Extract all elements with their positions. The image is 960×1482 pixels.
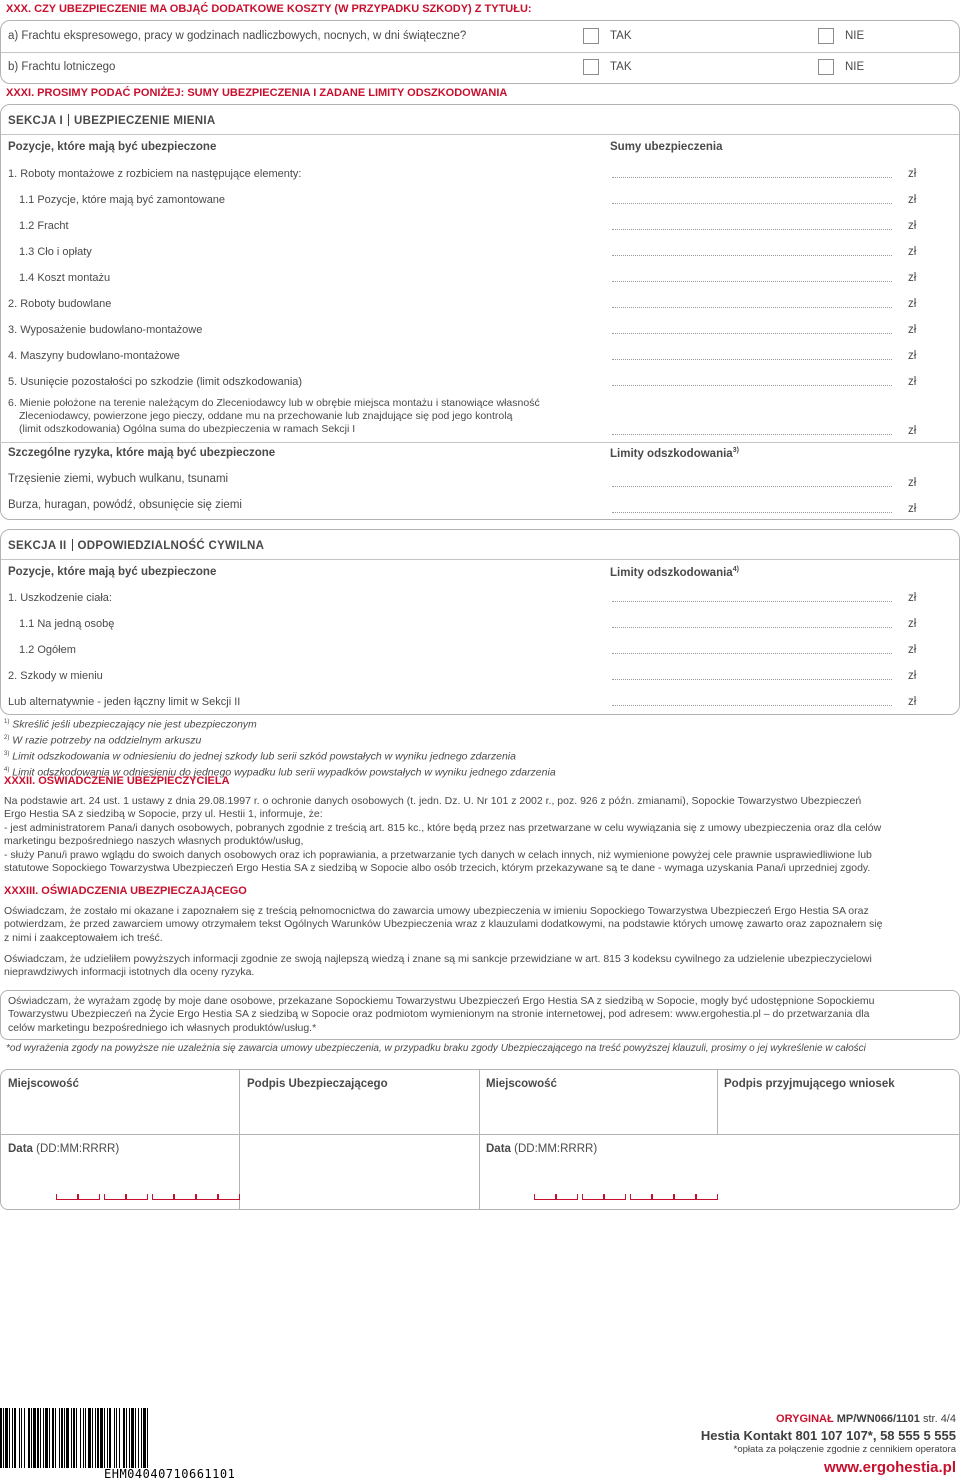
date-digit-box[interactable] bbox=[556, 1194, 578, 1200]
date-digit-box[interactable] bbox=[152, 1194, 174, 1200]
currency-label: zł bbox=[908, 376, 917, 388]
currency-label: zł bbox=[908, 644, 917, 656]
date-format: (DD:MM:RRRR) bbox=[514, 1143, 598, 1155]
currency-label: zł bbox=[908, 168, 917, 180]
section-1-item: 1.1 Pozycje, które mają być zamontowane bbox=[19, 194, 226, 206]
date-label-bold: Data bbox=[486, 1143, 511, 1155]
section-2-item: 1.2 Ogółem bbox=[19, 644, 76, 656]
limits-header-text: Limity odszkodowania bbox=[610, 447, 733, 460]
document-code bbox=[776, 1413, 956, 1425]
policyholder-statement-2 bbox=[4, 953, 872, 980]
date-digit-box[interactable] bbox=[582, 1194, 604, 1200]
section-1-item: 1.4 Koszt montażu bbox=[19, 272, 111, 284]
section-2-title bbox=[8, 539, 264, 552]
sum-insured-field[interactable] bbox=[612, 281, 892, 282]
sum-insured-field[interactable] bbox=[612, 333, 892, 334]
sum-insured-field[interactable] bbox=[612, 203, 892, 204]
footnote bbox=[4, 732, 556, 748]
date-digit-box[interactable] bbox=[534, 1194, 556, 1200]
consent-line: Oświadczam, że wyrażam zgodę by moje dane osobowe, przekazane Sopockiemu Towarzystwu Ubezpieczeń Ergo Hestia SA z siedzibą w Sopocie, mogły być udostępnione Sopockiemu bbox=[8, 995, 875, 1007]
date-digit-box[interactable] bbox=[78, 1194, 100, 1200]
website-link[interactable]: www.ergohestia.pl bbox=[824, 1459, 956, 1476]
date-label bbox=[486, 1143, 597, 1155]
section-32-heading: XXXII. OŚWIADCZENIE UBEZPIECZYCIELA bbox=[4, 775, 230, 787]
item-6-text bbox=[8, 397, 540, 436]
page-number: str. 4/4 bbox=[922, 1413, 956, 1425]
section-1-item: 5. Usunięcie pozostałości po szkodzie (limit odszkodowania) bbox=[8, 376, 303, 388]
statement-line: - jest administratorem Pana/i danych osobowych, pobranych zgodnie z treścią art. 815 kc., które będą przez nas przetwarzane w celu wywiązania się z umowy ubezpieczenia oraz dla celów bbox=[4, 821, 882, 834]
question-air-freight: b) Frachtu lotniczego bbox=[8, 61, 116, 73]
section-1-item: 1.3 Cło i opłaty bbox=[19, 246, 92, 258]
section-31-heading: XXXI. PROSIMY PODAĆ PONIŻEJ: SUMY UBEZPIECZENIA I ZADANE LIMITY ODSZKODOWANIA bbox=[6, 87, 508, 99]
barcode-text: EHM04040710661101 bbox=[104, 1467, 236, 1481]
label-no: NIE bbox=[845, 61, 865, 73]
liability-limit-field[interactable] bbox=[612, 653, 892, 654]
consent-line: Towarzystwu Ubezpieczeń na Życie Ergo Hestia SA z siedzibą w Sopocie oraz podmiotom wymienionym na stronie internetowej, pod adresem: www.ergohestia.pl – do przetwarzania dla bbox=[8, 1008, 870, 1021]
currency-label: zł bbox=[908, 324, 917, 336]
currency-label: zł bbox=[908, 503, 917, 515]
label-yes: TAK bbox=[610, 30, 632, 42]
footnote-text: W razie potrzeby na oddzielnym arkuszu bbox=[12, 734, 202, 747]
signature-box bbox=[0, 1069, 960, 1210]
section-1-label: SEKCJA I bbox=[8, 115, 64, 127]
sum-insured-field[interactable] bbox=[612, 177, 892, 178]
section-1-title bbox=[8, 114, 215, 127]
currency-label: zł bbox=[908, 618, 917, 630]
section-2-item: Lub alternatywnie - jeden łączny limit w Sekcji II bbox=[8, 696, 241, 708]
date-format: (DD:MM:RRRR) bbox=[36, 1143, 120, 1155]
footnote-number: 1) bbox=[4, 719, 10, 725]
statement-line: statutowe Sopockiego Towarzystwa Ubezpieczeń Ergo Hestia SA z siedzibą w Sopocie albo osób trzecich, którym przekazywane są te dane - wymaga uzyskania Pana/i uprzedniej zgody. bbox=[4, 862, 871, 875]
currency-label: zł bbox=[908, 194, 917, 206]
section-2-item: 1. Uszkodzenie ciała: bbox=[8, 592, 112, 604]
item-6-amount-field[interactable] bbox=[612, 434, 892, 435]
question-express-freight: a) Frachtu ekspresowego, pracy w godzinach nadliczbowych, nocnych, w dni świąteczne? bbox=[8, 30, 467, 42]
currency-label: zł bbox=[908, 246, 917, 258]
limits-header bbox=[610, 447, 739, 460]
column-items-header: Pozycje, które mają być ubezpieczone bbox=[8, 141, 217, 153]
checkbox-express-no[interactable] bbox=[818, 28, 834, 44]
statement-line: Ergo Hestia SA z siedzibą w Sopocie, przy ul. Hestii 1, informuje, że: bbox=[4, 808, 323, 821]
earthquake-limit-field[interactable] bbox=[612, 486, 892, 487]
risk-earthquake: Trzęsienie ziemi, wybuch wulkanu, tsunami bbox=[8, 473, 229, 485]
insured-signature-label: Podpis Ubezpieczającego bbox=[247, 1078, 388, 1090]
sum-insured-field[interactable] bbox=[612, 307, 892, 308]
column-sums-header: Sumy ubezpieczenia bbox=[610, 141, 723, 153]
original-label: ORYGINAŁ bbox=[776, 1413, 834, 1425]
statement-line: Oświadczam, że udzieliłem powyższych informacji zgodnie ze swoją najlepszą wiedzą i znane są mi sankcje przewidziane w art. 815 3 kodeksu cywilnego za udzielenie ubezpieczycielowi bbox=[4, 953, 872, 965]
form-code: MP/WN066/1101 bbox=[836, 1413, 920, 1425]
date-digit-box[interactable] bbox=[56, 1194, 78, 1200]
liability-limit-field[interactable] bbox=[612, 705, 892, 706]
fee-note: *opłata za połączenie zgodnie z cennikiem operatora bbox=[733, 1444, 956, 1455]
statement-line: potwierdzam, że przed zawarciem umowy otrzymałem tekst Ogólnych Warunków Ubezpieczenia wraz z klauzulami dodatkowymi, na podstawie których umowę zawarto oraz zapoznałem się bbox=[4, 918, 883, 931]
liability-limit-field[interactable] bbox=[612, 627, 892, 628]
liability-limit-field[interactable] bbox=[612, 601, 892, 602]
footnotes bbox=[4, 716, 556, 780]
currency-label: zł bbox=[908, 298, 917, 310]
section-2-item: 1.1 Na jedną osobę bbox=[19, 618, 115, 630]
checkbox-air-no[interactable] bbox=[818, 59, 834, 75]
date-digit-box[interactable] bbox=[696, 1194, 718, 1200]
consent-text bbox=[8, 995, 875, 1035]
liability-limit-field[interactable] bbox=[612, 679, 892, 680]
hotline: Hestia Kontakt 801 107 107*, 58 555 5 555 bbox=[700, 1428, 956, 1443]
date-digit-box[interactable] bbox=[174, 1194, 196, 1200]
statement-line: marketingu bezpośredniego naszych własnych produktów/usług, bbox=[4, 835, 304, 848]
statement-line: Na podstawie art. 24 ust. 1 ustawy z dnia 29.08.1997 r. o ochronie danych osobowych (t. jedn. Dz. U. Nr 101 z 2002 r., poz. 926 z późn. zmianami), Sopockie Towarzystwo Ubezpieczeń bbox=[4, 795, 862, 807]
footnote-text: Limit odszkodowania w odniesieniu do jednej szkody lub serii szkód powstałych w wyniku jednego zdarzenia bbox=[12, 750, 516, 763]
statement-line: Oświadczam, że zostało mi okazane i zapoznałem się z treścią pełnomocnictwa do zawarcia umowy ubezpieczenia w imieniu Sopockiego Towarzystwa Ubezpieczeń Ergo Hestia SA oraz bbox=[4, 905, 869, 917]
label-yes: TAK bbox=[610, 61, 632, 73]
consent-line: celów marketingu bezpośredniego ich własnych produktów/usług.* bbox=[8, 1021, 317, 1034]
consent-note: *od wyrażenia zgody na powyższe nie uzależnia się zawarcia umowy ubezpieczenia, w przypadku braku zgody Ubezpieczającego na treść powyższej klauzuli, prosimy o jej wykreślenie w całości bbox=[6, 1043, 866, 1054]
item-6-line: (limit odszkodowania) Ogólna suma do ubezpieczenia w ramach Sekcji I bbox=[19, 423, 356, 435]
item-6-line: 6. Mienie położone na terenie należącym do Zleceniodawcy lub w obrębie miejsca montażu i stanowiące własność bbox=[8, 397, 540, 409]
date-label-bold: Data bbox=[8, 1143, 33, 1155]
place-field-label: Miejscowość bbox=[8, 1078, 79, 1090]
date-label bbox=[8, 1143, 119, 1155]
section-1-item: 2. Roboty budowlane bbox=[8, 298, 112, 310]
footnote bbox=[4, 748, 556, 764]
currency-label: zł bbox=[908, 272, 917, 284]
barcode-gap bbox=[148, 1408, 150, 1468]
statement-line: nieprawdziwych informacji istotnych dla oceny ryzyka. bbox=[4, 966, 255, 979]
section-2-label: SEKCJA II bbox=[8, 540, 67, 552]
date-digit-box[interactable] bbox=[630, 1194, 652, 1200]
section-2-name: ODPOWIEDZIALNOŚĆ CYWILNA bbox=[77, 540, 265, 552]
date-digit-box[interactable] bbox=[652, 1194, 674, 1200]
currency-label: zł bbox=[908, 696, 917, 708]
section-2-box bbox=[0, 529, 960, 715]
footnote-text: Skreślić jeśli ubezpieczający nie jest ubezpieczonym bbox=[12, 718, 257, 731]
footnote-number: 4) bbox=[4, 766, 10, 773]
column-items-header: Pozycje, które mają być ubezpieczone bbox=[8, 566, 217, 578]
sum-insured-field[interactable] bbox=[612, 359, 892, 360]
special-risks-header: Szczególne ryzyka, które mają być ubezpieczone bbox=[8, 447, 276, 459]
section-1-item: 1. Roboty montażowe z rozbiciem na następujące elementy: bbox=[8, 168, 302, 180]
statement-line: - służy Panu/i prawo wglądu do swoich danych osobowych oraz ich poprawiania, a przetwarzanie tych danych w celach innych, niż wymienione powyżej cele prawnie usprawiedliwione lub bbox=[4, 848, 872, 861]
date-digit-box[interactable] bbox=[604, 1194, 626, 1200]
footnote-text: Limit odszkodowania w odniesieniu do jednego wypadku lub serii wypadków powstałych w wyniku jednego zdarzenia bbox=[12, 766, 556, 779]
checkbox-air-yes[interactable] bbox=[583, 59, 599, 75]
sum-insured-field[interactable] bbox=[612, 229, 892, 230]
item-6-line: Zleceniodawcy, powierzone jego pieczy, oddane mu na przechowanie lub znajdujące się pod jego kontrolą bbox=[19, 410, 513, 422]
checkbox-express-yes[interactable] bbox=[583, 28, 599, 44]
date-digit-box[interactable] bbox=[196, 1194, 218, 1200]
section-1-item: 4. Maszyny budowlano-montażowe bbox=[8, 350, 180, 362]
footnote-ref: 4) bbox=[732, 566, 739, 573]
section-33-heading: XXXIII. OŚWIADCZENIA UBEZPIECZAJĄCEGO bbox=[4, 885, 247, 897]
section-30-heading: XXX. CZY UBEZPIECZENIE MA OBJĄĆ DODATKOWE KOSZTY (W PRZYPADKU SZKODY) Z TYTUŁU: bbox=[6, 3, 532, 15]
policyholder-statement-1 bbox=[4, 905, 882, 945]
currency-label: zł bbox=[908, 350, 917, 362]
date-digit-box[interactable] bbox=[126, 1194, 148, 1200]
risk-storm: Burza, huragan, powódź, obsunięcie się ziemi bbox=[8, 499, 242, 511]
agent-signature-label: Podpis przyjmującego wniosek bbox=[724, 1078, 895, 1090]
date-digit-box[interactable] bbox=[104, 1194, 126, 1200]
footnote bbox=[4, 716, 556, 732]
currency-label: zł bbox=[908, 220, 917, 232]
column-limits-header bbox=[610, 566, 739, 579]
label-no: NIE bbox=[845, 30, 865, 42]
barcode bbox=[0, 1408, 246, 1468]
currency-label: zł bbox=[908, 425, 917, 437]
place-field-label: Miejscowość bbox=[486, 1078, 557, 1090]
date-digit-box[interactable] bbox=[218, 1194, 240, 1200]
currency-label: zł bbox=[908, 477, 917, 489]
sum-insured-field[interactable] bbox=[612, 385, 892, 386]
insurer-statement bbox=[4, 795, 881, 875]
sum-insured-field[interactable] bbox=[612, 255, 892, 256]
footnote-number: 2) bbox=[4, 734, 10, 741]
section-1-item: 3. Wyposażenie budowlano-montażowe bbox=[8, 324, 203, 336]
limits-header-text: Limity odszkodowania bbox=[610, 566, 733, 579]
section-1-name: UBEZPIECZENIE MIENIA bbox=[74, 115, 216, 127]
section-1-item: 1.2 Fracht bbox=[19, 220, 69, 232]
currency-label: zł bbox=[908, 592, 917, 604]
footnote-number: 3) bbox=[4, 750, 10, 757]
storm-limit-field[interactable] bbox=[612, 512, 892, 513]
currency-label: zł bbox=[908, 670, 917, 682]
statement-line: z nimi i zaakceptowałem ich treść. bbox=[4, 931, 163, 944]
footnote-ref: 3) bbox=[732, 447, 739, 454]
section-2-item: 2. Szkody w mieniu bbox=[8, 670, 103, 682]
date-digit-box[interactable] bbox=[674, 1194, 696, 1200]
